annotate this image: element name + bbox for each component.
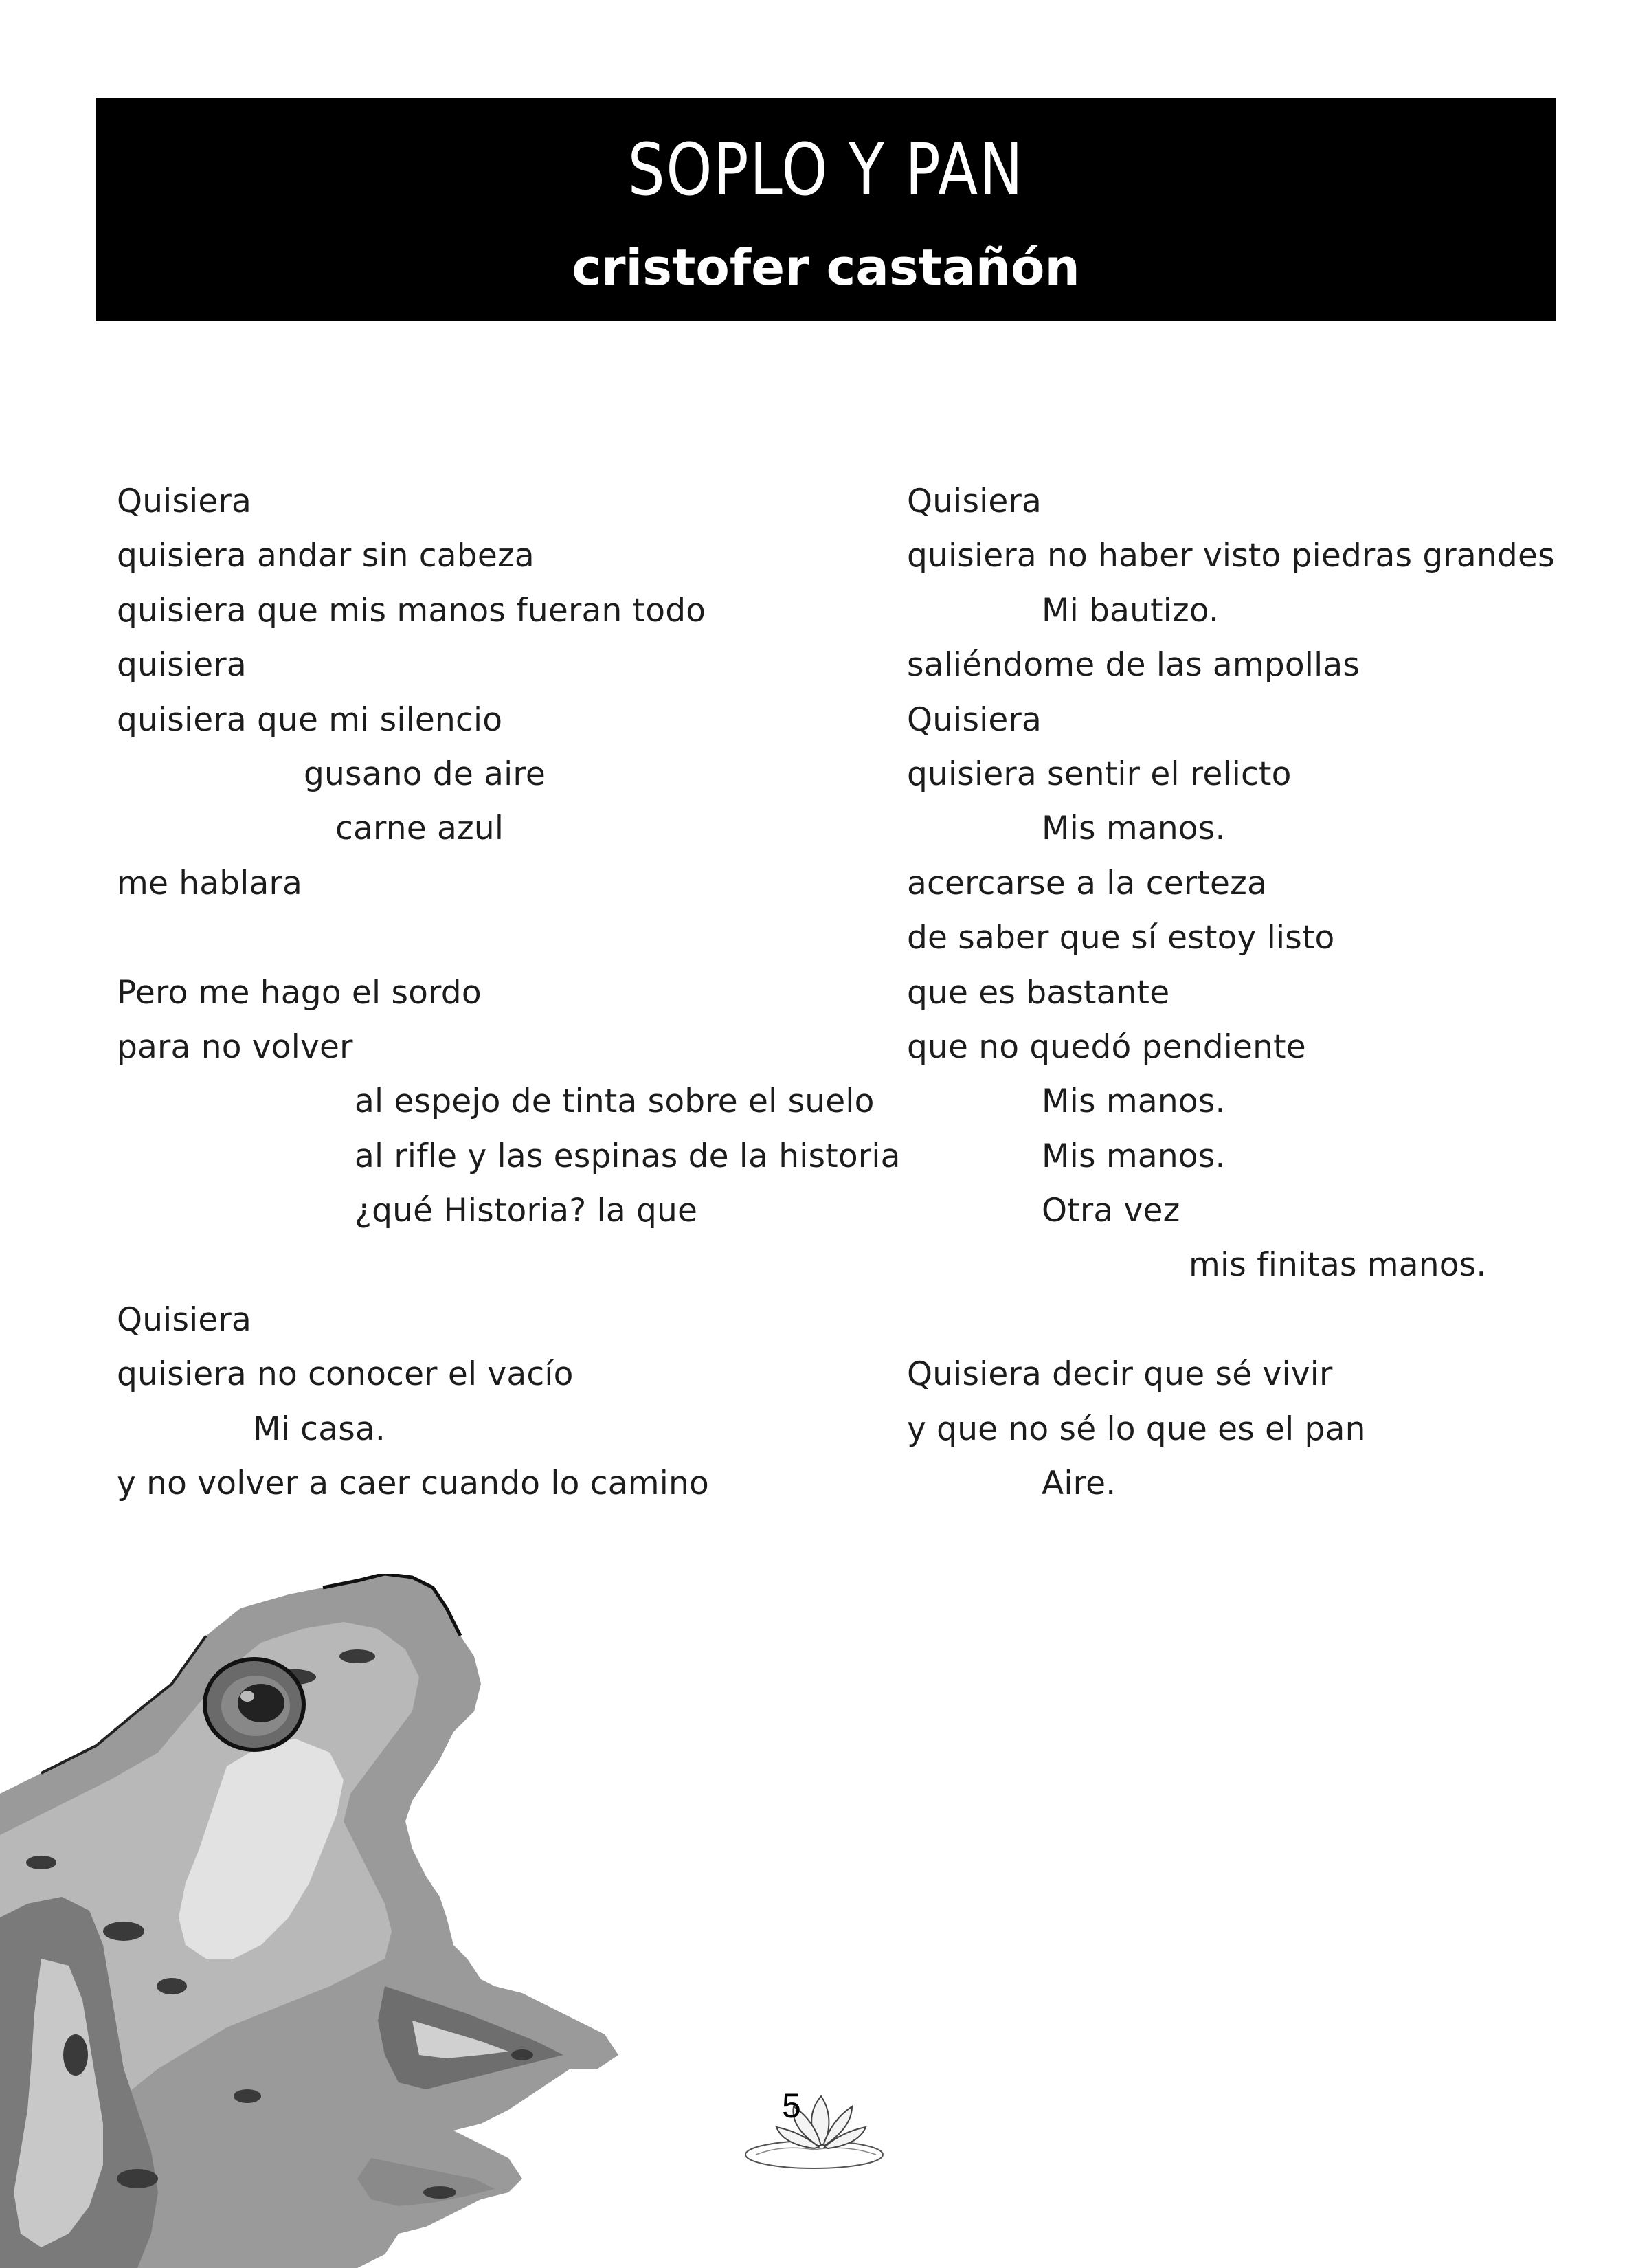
poem-title: SOPLO Y PAN [627, 128, 1024, 212]
poem-line: y que no sé lo que es el pan [907, 1410, 1366, 1448]
title-banner [96, 98, 1556, 321]
poem-column-left [117, 474, 901, 1511]
poem-line: Pero me hago el sordo [117, 973, 482, 1012]
frog-illustration [0, 1574, 632, 2268]
poem-line: Mis manos. [1042, 810, 1226, 848]
poem-line: Quisiera decir que sé vivir [907, 1355, 1333, 1394]
poem-line: quisiera [117, 646, 247, 685]
poem-column-right [907, 474, 1594, 1511]
poem-line [117, 911, 873, 965]
poem-line: quisiera sentir el relicto [907, 755, 1292, 793]
poem-line: y no volver a caer cuando lo camino [117, 1465, 709, 1503]
poem-line: al espejo de tinta sobre el suelo [355, 1082, 875, 1121]
poem-line: carne azul [335, 810, 504, 848]
poem-line: quisiera no conocer el vacío [117, 1355, 574, 1394]
poem-line: que es bastante [907, 973, 1170, 1012]
poem-line [907, 1293, 1594, 1347]
poem-line: quisiera que mis manos fueran todo [117, 591, 706, 630]
poem-line: quisiera no haber visto piedras grandes [907, 537, 1555, 575]
poem-line: Quisiera [907, 482, 1042, 520]
poem-line: quisiera que mi silencio [117, 700, 503, 739]
poem-line: Mi bautizo. [1042, 591, 1220, 630]
poem-line: saliéndome de las ampollas [907, 646, 1360, 685]
poem-line: para no volver [117, 1027, 353, 1066]
poem-line: de saber que sí estoy listo [907, 919, 1335, 957]
poem-line: Mi casa. [253, 1410, 386, 1448]
poem-line [117, 1238, 873, 1292]
poem-line: ¿qué Historia? la que [355, 1192, 698, 1230]
poem-line: Quisiera [907, 700, 1042, 739]
poem-line: mis finitas manos. [1189, 1246, 1487, 1285]
lotus-icon [742, 2089, 893, 2172]
poem-line: Quisiera [117, 1300, 252, 1339]
poem-line: al rifle y las espinas de la historia [355, 1137, 901, 1175]
poem-line: acercarse a la certeza [907, 864, 1267, 902]
author-name: cristofer castañón [572, 238, 1080, 296]
poem-line: quisiera andar sin cabeza [117, 537, 535, 575]
poem-line: Quisiera [117, 482, 252, 520]
poem-line: que no quedó pendiente [907, 1027, 1306, 1066]
poem-line: Aire. [1042, 1465, 1117, 1503]
poem-line: Otra vez [1042, 1192, 1180, 1230]
poem-line: Mis manos. [1042, 1137, 1226, 1175]
page-number: 5 [782, 2087, 801, 2125]
poem-line: gusano de aire [304, 755, 546, 793]
poem-line: Mis manos. [1042, 1082, 1226, 1121]
poem-line: me hablara [117, 864, 303, 902]
